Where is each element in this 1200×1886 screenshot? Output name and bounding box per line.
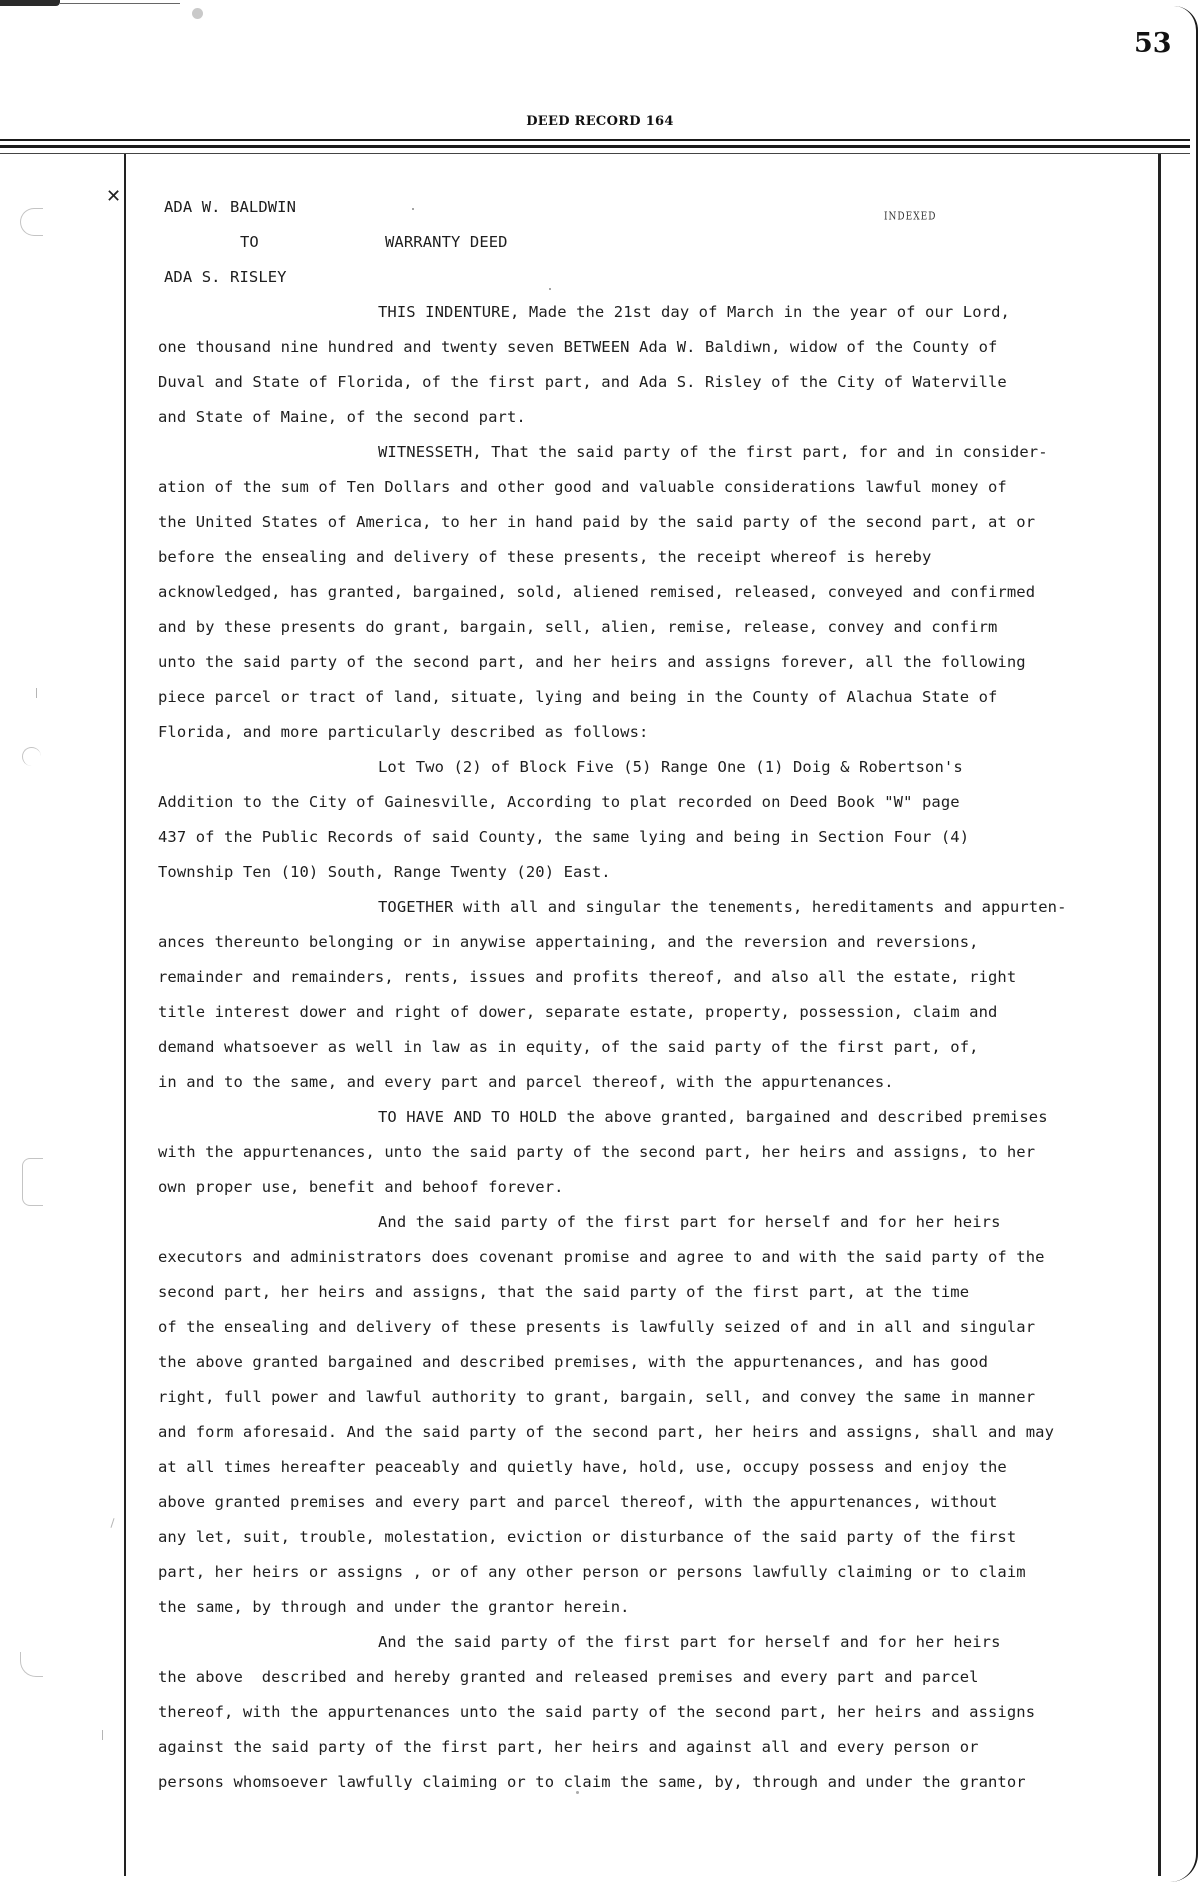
deed-text-line: title interest dower and right of dower, separate estate, property, possession, claim and xyxy=(158,1003,998,1021)
indexed-stamp: INDEXED xyxy=(884,211,937,223)
check-mark-icon: ✕ xyxy=(106,186,122,207)
deed-text-line: Florida, and more particularly described as follows: xyxy=(158,723,649,741)
deed-text-line: THIS INDENTURE, Made the 21st day of March in the year of our Lord, xyxy=(378,303,1010,321)
deed-text-line: and State of Maine, of the second part. xyxy=(158,408,526,426)
deed-text-line: acknowledged, has granted, bargained, sold, aliened remised, released, conveyed and confirmed xyxy=(158,583,1036,601)
deed-text-line: before the ensealing and delivery of these presents, the receipt whereof is hereby xyxy=(158,548,932,566)
to-label: TO xyxy=(240,233,259,251)
binder-mark xyxy=(20,1652,43,1677)
deed-text-line: remainder and remainders, rents, issues and profits thereof, and also all the estate, right xyxy=(158,968,1017,986)
binder-mark xyxy=(22,747,41,766)
deed-text-line: second part, her heirs and assigns, that the said party of the first part, at the time xyxy=(158,1283,970,1301)
deed-text-line: right, full power and lawful authority to grant, bargain, sell, and convey the same in manner xyxy=(158,1388,1036,1406)
book-title: DEED RECORD 164 xyxy=(526,114,674,129)
deed-text-line: in and to the same, and every part and parcel thereof, with the appurtenances. xyxy=(158,1073,894,1091)
corner-line xyxy=(60,3,180,4)
deed-text-line: piece parcel or tract of land, situate, lying and being in the County of Alachua State of xyxy=(158,688,998,706)
ink-dot xyxy=(549,288,551,290)
deed-text-line: the above granted bargained and described premises, with the appurtenances, and has good xyxy=(158,1353,988,1371)
deed-text-line: own proper use, benefit and behoof forever. xyxy=(158,1178,564,1196)
deed-text-line: thereof, with the appurtenances unto the said party of the second part, her heirs and assigns xyxy=(158,1703,1036,1721)
deed-text-line: Duval and State of Florida, of the first part, and Ada S. Risley of the City of Waterville xyxy=(158,373,1007,391)
deed-text-line: TOGETHER with all and singular the tenements, hereditaments and appurten- xyxy=(378,898,1067,916)
deed-text-line: at all times hereafter peaceably and quietly have, hold, use, occupy possess and enjoy the xyxy=(158,1458,1007,1476)
binder-mark xyxy=(20,208,43,236)
deed-text-line: one thousand nine hundred and twenty seven BETWEEN Ada W. Baldiwn, widow of the County of xyxy=(158,338,998,356)
header-rule-thin xyxy=(0,153,1190,154)
ink-dot xyxy=(412,208,414,210)
deed-text-line: any let, suit, trouble, molestation, eviction or disturbance of the said party of the first xyxy=(158,1528,1017,1546)
deed-text-line: and form aforesaid. And the said party of the second part, her heirs and assigns, shall and may xyxy=(158,1423,1055,1441)
deed-text-line: And the said party of the first part for herself and for her heirs xyxy=(378,1633,1001,1651)
deed-text-line: with the appurtenances, unto the said party of the second part, her heirs and assigns, to her xyxy=(158,1143,1036,1161)
deed-text-line: Lot Two (2) of Block Five (5) Range One (1) Doig & Robertson's xyxy=(378,758,963,776)
deed-text-line: executors and administrators does covenant promise and agree to and with the said party of the xyxy=(158,1248,1045,1266)
deed-text-line: Township Ten (10) South, Range Twenty (20) East. xyxy=(158,863,611,881)
deed-text-line: WITNESSETH, That the said party of the first part, for and in consider- xyxy=(378,443,1048,461)
deed-text-line: of the ensealing and delivery of these presents is lawfully seized of and in all and singular xyxy=(158,1318,1036,1336)
header-rule-thick xyxy=(0,145,1190,148)
deed-text-line: the above described and hereby granted and released premises and every part and parcel xyxy=(158,1668,979,1686)
deed-text-line: persons whomsoever lawfully claiming or to claim the same, by, through and under the grantor xyxy=(158,1773,1026,1791)
deed-text-line: part, her heirs or assigns , or of any other person or persons lawfully claiming or to claim xyxy=(158,1563,1026,1581)
margin-tick xyxy=(110,1518,114,1528)
deed-text-line: And the said party of the first part for herself and for her heirs xyxy=(378,1213,1001,1231)
deed-text-line: against the said party of the first part, her heirs and against all and every person or xyxy=(158,1738,979,1756)
deed-type: WARRANTY DEED xyxy=(385,233,508,251)
deed-text-line: the same, by through and under the grantor herein. xyxy=(158,1598,630,1616)
binder-mark xyxy=(22,1158,43,1206)
deed-text-line: ances thereunto belonging or in anywise appertaining, and the reversion and reversions, xyxy=(158,933,979,951)
deed-text-line: above granted premises and every part and parcel thereof, with the appurtenances, without xyxy=(158,1493,998,1511)
header-rule xyxy=(0,139,1190,141)
deed-text-line: 437 of the Public Records of said County, the same lying and being in Section Four (4) xyxy=(158,828,970,846)
deed-text-line: ation of the sum of Ten Dollars and other good and valuable considerations lawful money of xyxy=(158,478,1007,496)
deed-text-line: TO HAVE AND TO HOLD the above granted, bargained and described premises xyxy=(378,1108,1048,1126)
page-edge xyxy=(1170,6,1198,1882)
deed-text-line: unto the said party of the second part, and her heirs and assigns forever, all the following xyxy=(158,653,1026,671)
deed-text-line: and by these presents do grant, bargain, sell, alien, remise, release, convey and confirm xyxy=(158,618,998,636)
deed-text-line: demand whatsoever as well in law as in equity, of the said party of the first part, of, xyxy=(158,1038,979,1056)
margin-tick xyxy=(36,688,37,698)
grantor-name: ADA W. BALDWIN xyxy=(164,198,297,216)
deed-text-line: the United States of America, to her in hand paid by the said party of the second part, at or xyxy=(158,513,1036,531)
margin-line-left xyxy=(124,154,126,1876)
paper-spot xyxy=(192,8,203,19)
page-number: 53 xyxy=(1134,28,1172,59)
margin-tick xyxy=(102,1730,103,1740)
grantee-name: ADA S. RISLEY xyxy=(164,268,287,286)
deed-text-line: Addition to the City of Gainesville, According to plat recorded on Deed Book "W" page xyxy=(158,793,960,811)
corner-smudge xyxy=(0,0,60,6)
margin-line-right xyxy=(1158,154,1161,1876)
